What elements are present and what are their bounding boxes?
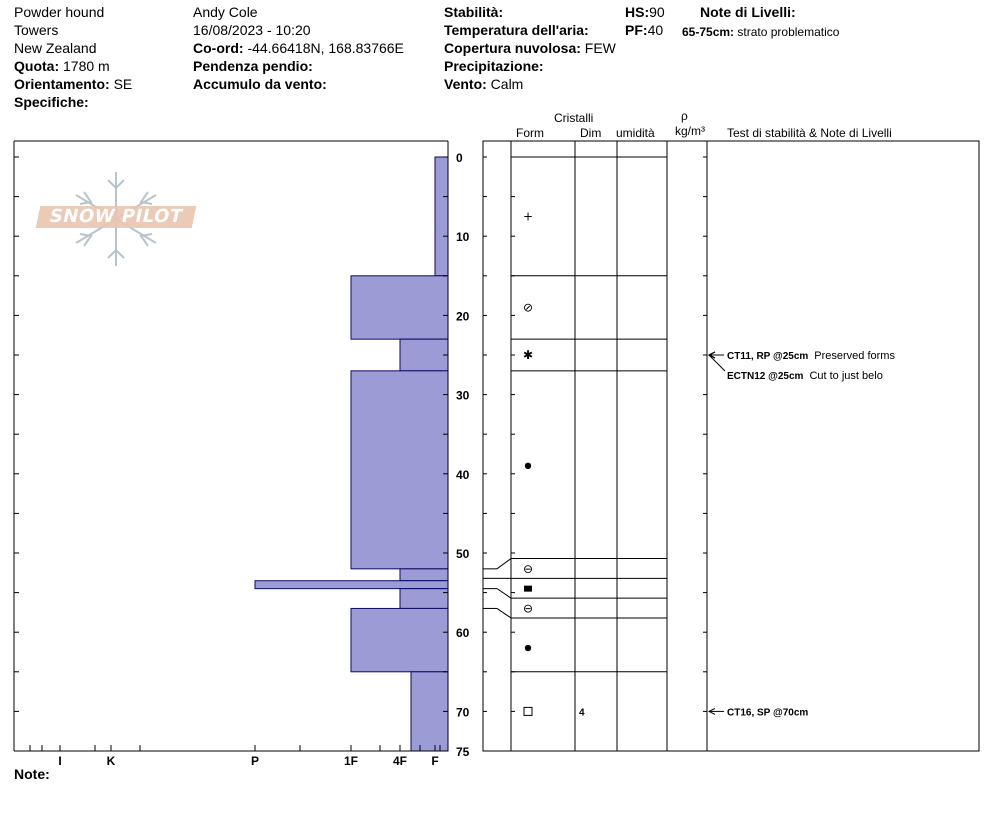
table-frame <box>483 141 979 751</box>
observer-name: Andy Cole <box>193 4 258 20</box>
hs-value: 90 <box>649 4 665 20</box>
umidita-header: umidità <box>616 126 655 140</box>
hardness-bar <box>411 672 448 751</box>
hardness-label: 4F <box>392 754 408 768</box>
crystal-form-symbol: ⊘ <box>522 300 534 315</box>
rho-header: ρ <box>681 109 688 123</box>
hardness-label: F <box>431 754 439 768</box>
hardness-label: I <box>58 754 62 768</box>
pendenza-label: Pendenza pendio: <box>193 58 313 74</box>
coord-value: -44.66418N, 168.83766E <box>247 40 404 56</box>
test-arrow-line <box>709 355 725 371</box>
hardness-bar <box>435 157 448 276</box>
crystal-ice-symbol <box>524 586 532 592</box>
stability-test-label: ECTN12 @25cm Cut to just belo <box>727 370 883 382</box>
hardness-bar <box>351 371 448 569</box>
crystal-form-symbol: + <box>522 209 534 224</box>
accumulo-label: Accumulo da vento: <box>193 76 327 92</box>
crystal-form-symbol: ⊖ <box>522 561 534 576</box>
crystal-round-symbol <box>525 645 531 651</box>
hardness-bar <box>351 608 448 671</box>
logo-text: SNOW PILOT <box>36 206 197 228</box>
pf-label: PF: <box>625 22 648 38</box>
layer-connector <box>497 559 511 569</box>
orientamento-value: SE <box>113 76 133 92</box>
crystal-form-symbol: ⊖ <box>522 601 534 616</box>
layer-note-depth: 65-75cm: <box>682 25 735 39</box>
quota-value: 1780 m <box>63 58 110 74</box>
hardness-bar <box>400 589 448 609</box>
copertura-value: FEW <box>584 40 616 56</box>
form-header: Form <box>516 126 544 140</box>
hs-label: HS: <box>625 4 650 20</box>
hardness-bar <box>255 581 448 589</box>
density-unit-header: kg/m³ <box>675 124 705 138</box>
snowpilot-logo <box>36 170 196 270</box>
depth-label: 50 <box>456 547 470 561</box>
layer-note-text: strato problematico <box>737 25 840 39</box>
depth-label: 0 <box>456 151 463 165</box>
cristalli-header: Cristalli <box>554 111 594 125</box>
hardness-label: K <box>106 754 116 768</box>
vento-value: Calm <box>490 76 524 92</box>
stability-test-label: CT16, SP @70cm <box>727 707 809 719</box>
hardness-bar <box>351 276 448 339</box>
location-area: Towers <box>14 22 59 38</box>
depth-label: 30 <box>456 388 470 403</box>
location-country: New Zealand <box>14 40 97 56</box>
crystal-size-label: 4 <box>579 707 585 719</box>
depth-label: 20 <box>456 309 470 324</box>
depth-label: 40 <box>456 467 470 482</box>
precip-label: Precipitazione: <box>444 58 544 74</box>
hardness-bar <box>400 339 448 371</box>
note-label: Note: <box>14 766 50 782</box>
layer-connector <box>497 589 511 599</box>
hardness-label: P <box>250 754 260 768</box>
stability-test-label: CT11, RP @25cm Preserved forms <box>727 350 895 362</box>
specifiche-label: Specifiche: <box>14 94 89 110</box>
tests-header: Test di stabilità & Note di Livelli <box>727 126 892 140</box>
copertura-label: Copertura nuvolosa: <box>444 40 581 56</box>
note-livelli-label: Note di Livelli: <box>700 4 796 20</box>
orientamento-label: Orientamento: <box>14 76 110 92</box>
depth-label: 75 <box>456 745 470 759</box>
location-name: Powder hound <box>14 4 105 20</box>
depth-label: 10 <box>456 230 470 245</box>
crystal-round-symbol <box>525 463 531 469</box>
hardness-label: 1F <box>343 754 359 768</box>
dim-header: Dim <box>580 126 602 140</box>
depth-label: 70 <box>456 705 470 720</box>
temp-label: Temperatura dell'aria: <box>444 22 589 38</box>
hardness-bar <box>400 569 448 581</box>
stabilita-label: Stabilità: <box>444 4 504 20</box>
quota-label: Quota: <box>14 58 60 74</box>
coord-label: Co-ord: <box>193 40 244 56</box>
crystal-facet-symbol <box>524 707 532 715</box>
pf-value: 40 <box>647 22 664 38</box>
depth-label: 60 <box>456 626 470 641</box>
layer-connector <box>497 608 511 618</box>
crystal-form-symbol: ✱ <box>522 348 534 362</box>
vento-label: Vento: <box>444 76 487 92</box>
datetime: 16/08/2023 - 10:20 <box>193 22 311 38</box>
